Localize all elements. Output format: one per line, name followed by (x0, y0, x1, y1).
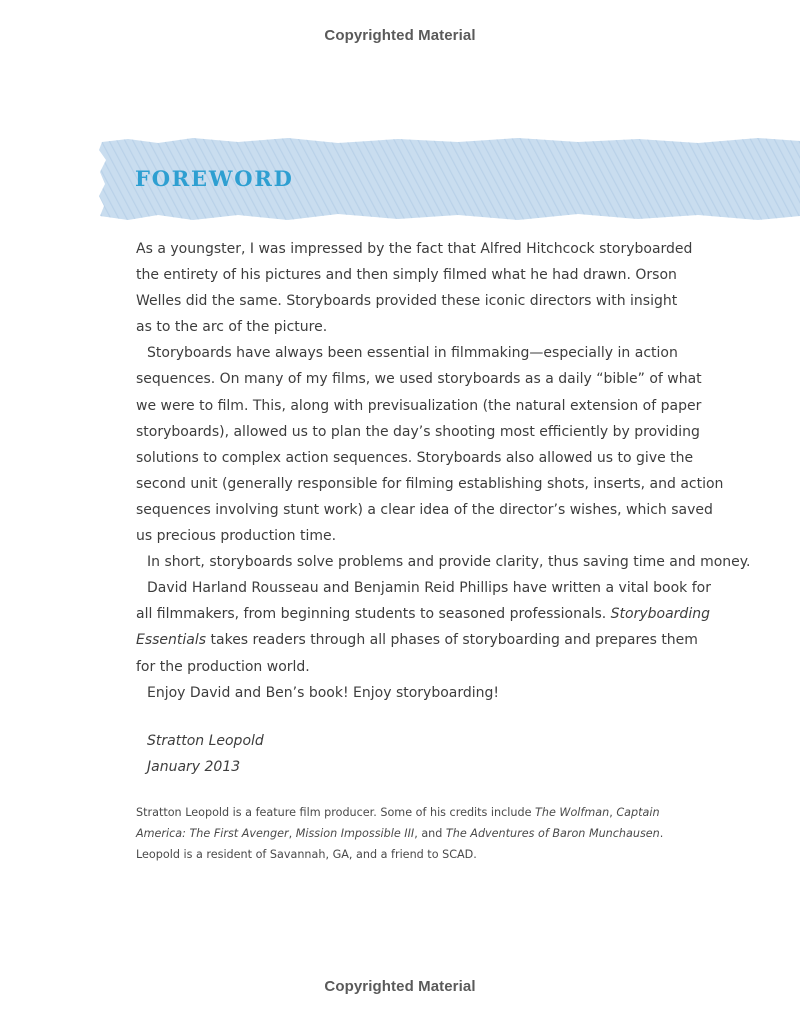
film-title-italic: Mission Impossible III (295, 827, 415, 840)
bio-line (136, 802, 696, 823)
text-line: David Harland Rousseau and Benjamin Reid Phillips have written a vital book for (147, 580, 711, 597)
bio-line: Leopold is a resident of Savannah, GA, and a friend to SCAD. (136, 848, 477, 861)
signature-block (147, 728, 264, 780)
text-span: , and (414, 827, 446, 840)
bio-line (136, 823, 696, 844)
author-bio (136, 802, 696, 865)
book-title-italic: Storyboarding (610, 606, 710, 623)
text-line: sequences. On many of my films, we used storyboards as a daily “bible” of what (136, 371, 702, 388)
paragraph-1 (136, 236, 696, 340)
copyright-watermark-bottom: Copyrighted Material (324, 978, 476, 995)
text-line: Storyboards have always been essential in filmmaking—especially in action (147, 345, 678, 362)
chapter-title: FOREWORD (135, 166, 294, 191)
film-title-italic: The Adventures of Baron Munchausen (445, 827, 660, 840)
text-line: solutions to complex action sequences. Storyboards also allowed us to give the (136, 449, 694, 466)
text-line: second unit (generally responsible for filming establishing shots, inserts, and action (136, 475, 724, 492)
text-line (136, 627, 696, 653)
text-span: , (288, 827, 296, 840)
text-line: the entirety of his pictures and then simply filmed what he had drawn. Orson (136, 267, 677, 284)
text-span: . (659, 827, 664, 840)
text-line: Welles did the same. Storyboards provided these iconic directors with insight (136, 293, 678, 310)
chapter-banner (98, 136, 800, 222)
text-span: all filmmakers, from beginning students to seasoned professionals. (136, 606, 611, 623)
film-title-italic: America: The First Avenger (136, 827, 289, 840)
signature-date: January 2013 (147, 759, 241, 776)
text-line: storyboards), allowed us to plan the day’s shooting most efficiently by providing (136, 423, 700, 440)
book-title-italic: Essentials (136, 632, 207, 649)
text-line: as to the arc of the picture. (136, 319, 328, 336)
text-line: As a youngster, I was impressed by the fact that Alfred Hitchcock storyboarded (136, 241, 693, 257)
text-line: for the production world. (136, 658, 310, 675)
paragraph-2 (136, 340, 724, 549)
text-line (136, 601, 710, 627)
paragraph-3: In short, storyboards solve problems and provide clarity, thus saving time and money. (147, 554, 751, 571)
text-line: us precious production time. (136, 528, 337, 545)
text-span: Stratton Leopold is a feature film producer. Some of his credits include (136, 806, 536, 819)
copyright-watermark-top: Copyrighted Material (324, 27, 476, 44)
signature-name: Stratton Leopold (147, 733, 264, 749)
paragraph-4 (136, 575, 711, 679)
text-line: sequences involving stunt work) a clear idea of the director’s wishes, which saved (136, 501, 713, 518)
film-title-italic: Captain (616, 806, 660, 819)
film-title-italic: The Wolfman (535, 806, 610, 819)
foreword-body (136, 236, 751, 706)
text-span: takes readers through all phases of storyboarding and prepares them (206, 632, 698, 649)
text-line: we were to film. This, along with previsualization (the natural extension of paper (136, 397, 702, 414)
text-span: , (609, 806, 617, 819)
paragraph-5: Enjoy David and Ben’s book! Enjoy storyboarding! (147, 684, 500, 701)
